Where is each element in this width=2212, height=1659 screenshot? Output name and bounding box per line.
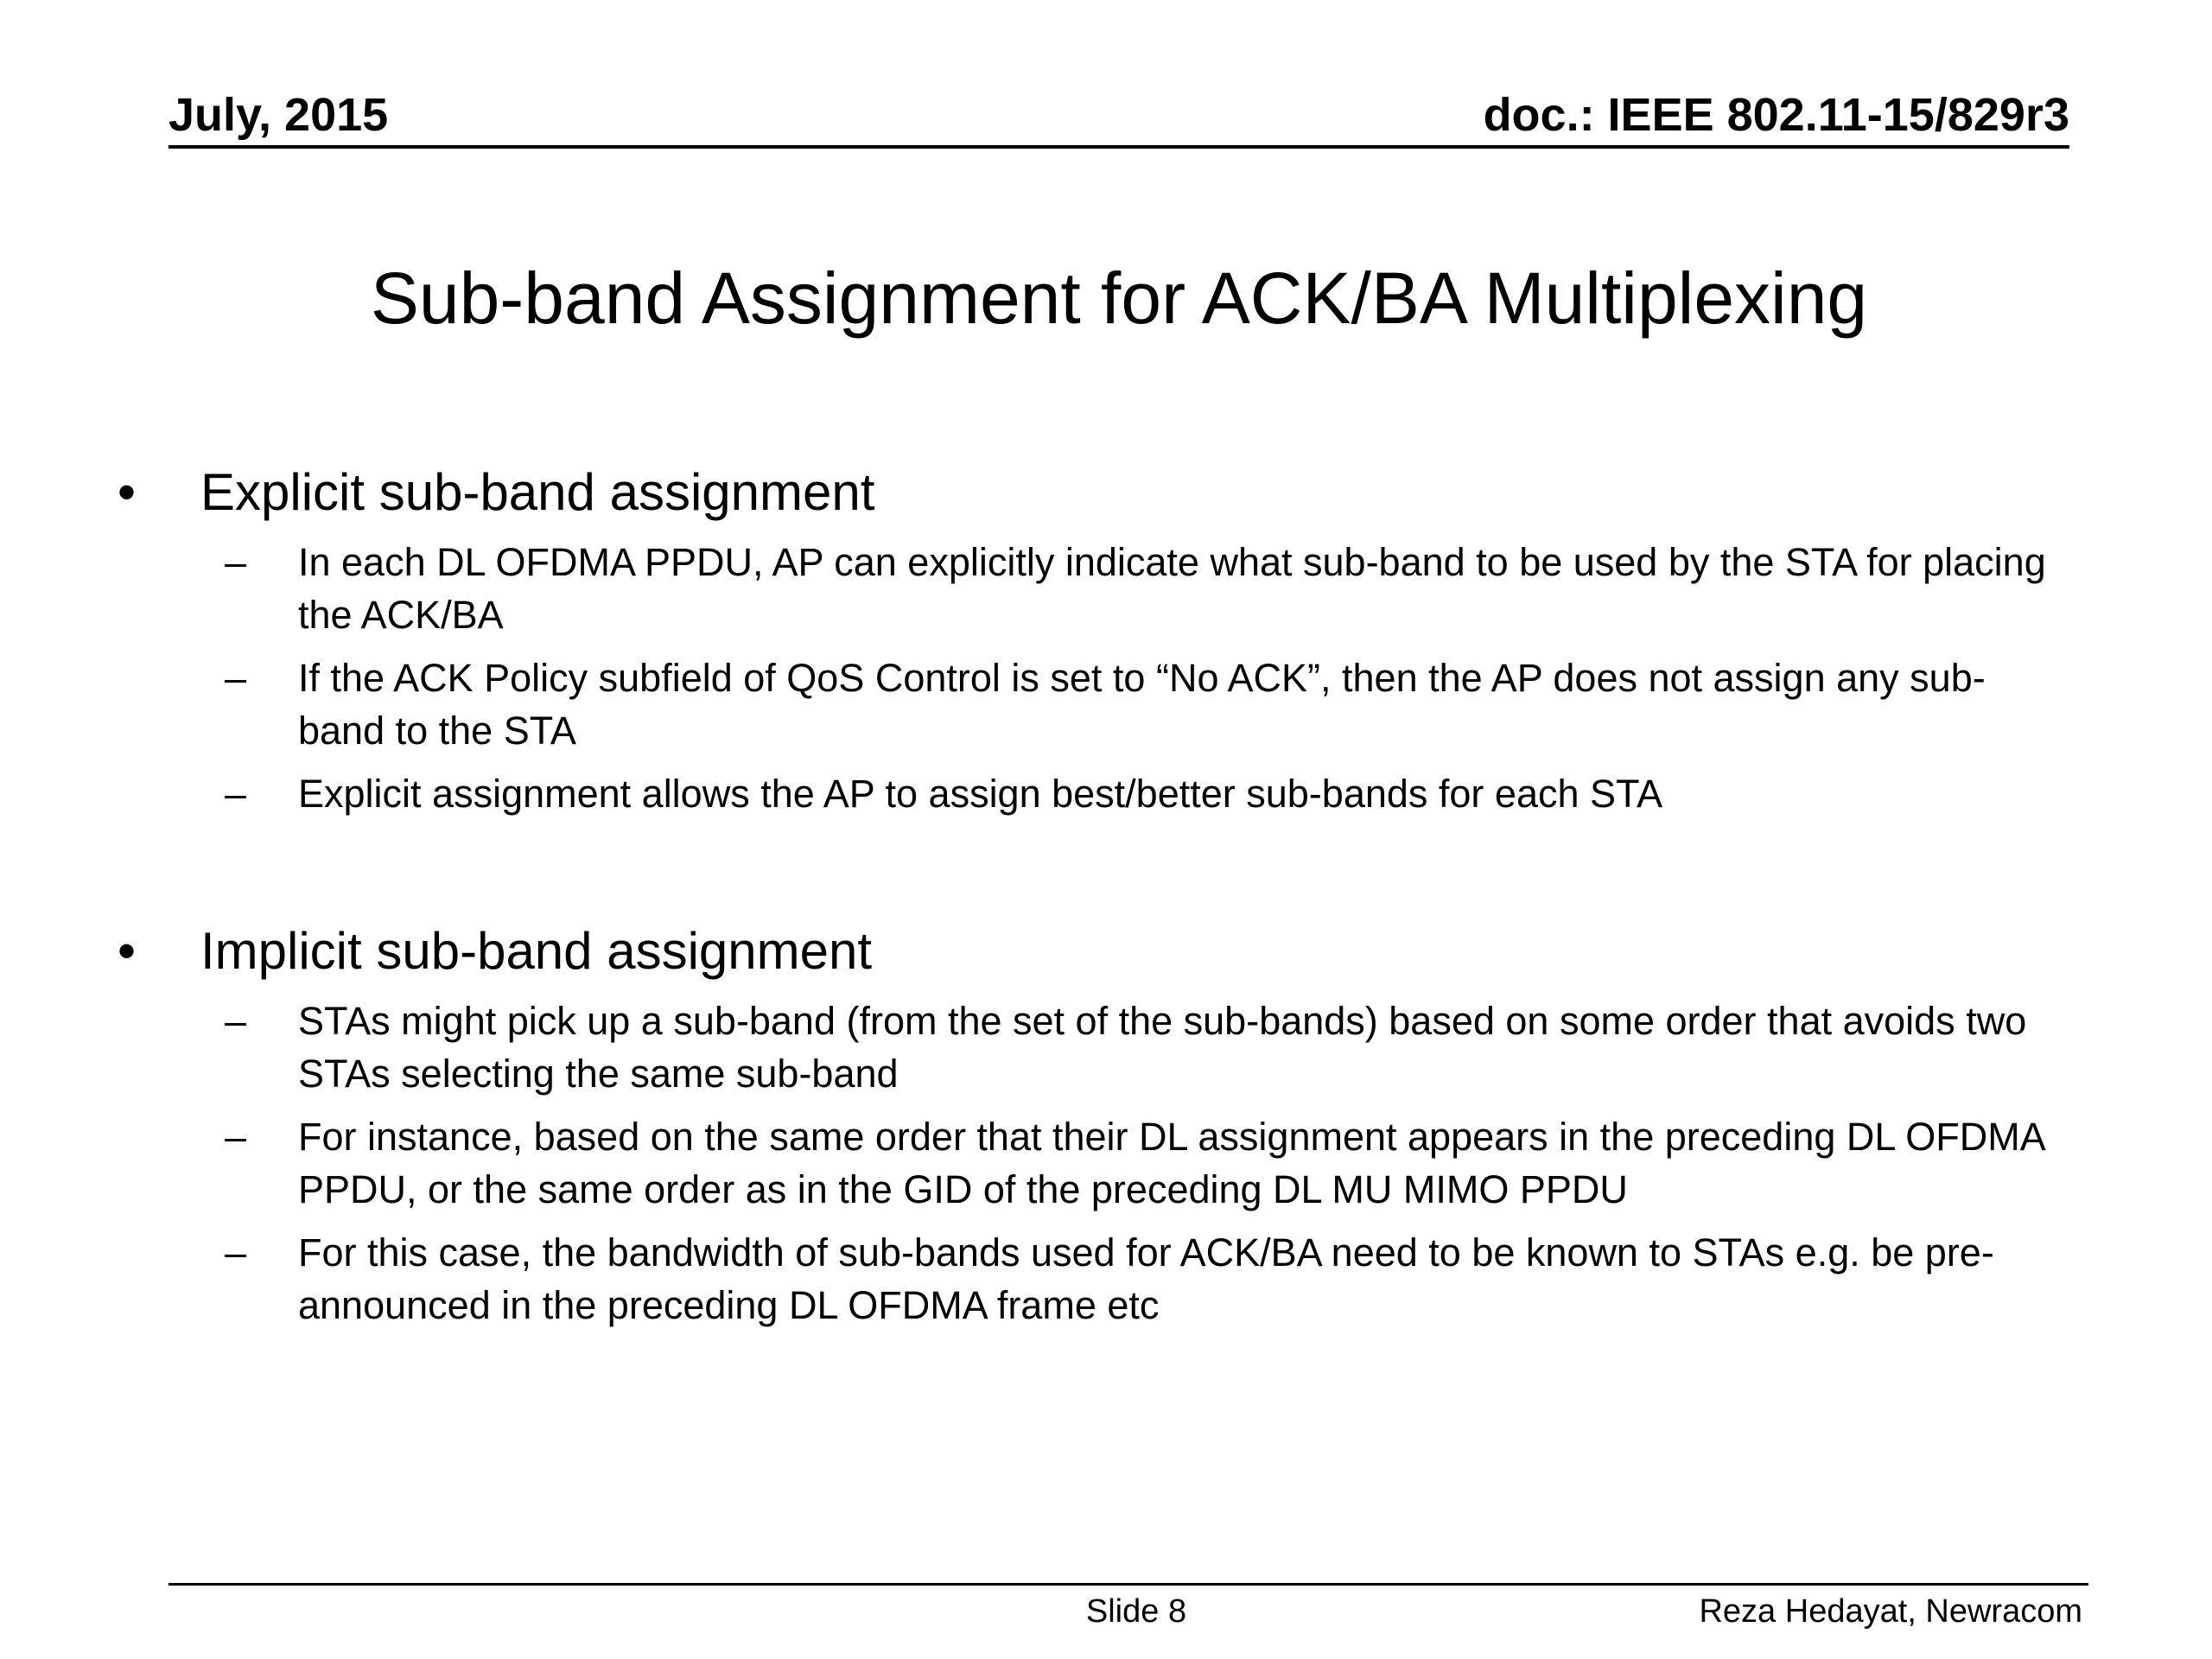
bullet-text: Explicit sub-band assignment xyxy=(200,463,875,521)
dash-marker: – xyxy=(225,1115,247,1159)
footer-author: Reza Hedayat, Newracom xyxy=(1699,1593,2082,1630)
header-doc-id: doc.: IEEE 802.11-15/829r3 xyxy=(1483,89,2069,141)
section-spacer xyxy=(112,830,2065,917)
bullet-text: Implicit sub-band assignment xyxy=(200,922,873,980)
footer-divider xyxy=(168,1583,2088,1586)
slide-header xyxy=(168,85,2069,145)
sub-bullet-text: If the ACK Policy subfield of QoS Control is set to “No ACK”, then the AP does not assign any sub-band to the STA xyxy=(298,656,1986,753)
slide-number: Slide 8 xyxy=(1085,1593,1187,1630)
dash-marker: – xyxy=(225,1230,247,1274)
slide-body xyxy=(112,458,2065,1342)
bullet-item xyxy=(112,917,2065,986)
sub-bullet-item xyxy=(112,1110,2065,1216)
dash-marker: – xyxy=(225,999,247,1043)
sub-bullet-text: For instance, based on the same order that their DL assignment appears in the preceding DL OFDMA PPDU, or the same order as in the GID of the preceding DL MU MIMO PPDU xyxy=(298,1115,2044,1211)
slide-title: Sub-band Assignment for ACK/BA Multiplexing xyxy=(370,257,1868,339)
sub-bullet-text: STAs might pick up a sub-band (from the set of the sub-bands) based on some order that avoids two STAs selecting the same sub-band xyxy=(298,999,2027,1096)
header-date: July, 2015 xyxy=(168,89,389,141)
sub-bullet-item xyxy=(112,995,2065,1100)
sub-bullet-list xyxy=(112,995,2065,1332)
sub-bullet-item xyxy=(112,767,2065,820)
sub-bullet-text: In each DL OFDMA PPDU, AP can explicitly indicate what sub-band to be used by the STA for placing the ACK/BA xyxy=(298,540,2046,637)
section-explicit xyxy=(112,458,2065,820)
bullet-item xyxy=(112,458,2065,527)
sub-bullet-item xyxy=(112,536,2065,641)
sub-bullet-item xyxy=(112,1226,2065,1332)
dash-marker: – xyxy=(225,540,247,584)
sub-bullet-list xyxy=(112,536,2065,820)
dash-marker: – xyxy=(225,772,247,816)
sub-bullet-text: Explicit assignment allows the AP to assign best/better sub-bands for each STA xyxy=(298,772,1663,816)
section-implicit xyxy=(112,917,2065,1332)
header-divider xyxy=(168,145,2069,149)
bullet-marker: • xyxy=(118,922,137,980)
dash-marker: – xyxy=(225,656,247,700)
bullet-marker: • xyxy=(118,463,137,521)
sub-bullet-text: For this case, the bandwidth of sub-bands used for ACK/BA need to be known to STAs e.g. be pre-announced in the preceding DL OFDMA frame etc xyxy=(298,1230,1994,1327)
sub-bullet-item xyxy=(112,652,2065,757)
